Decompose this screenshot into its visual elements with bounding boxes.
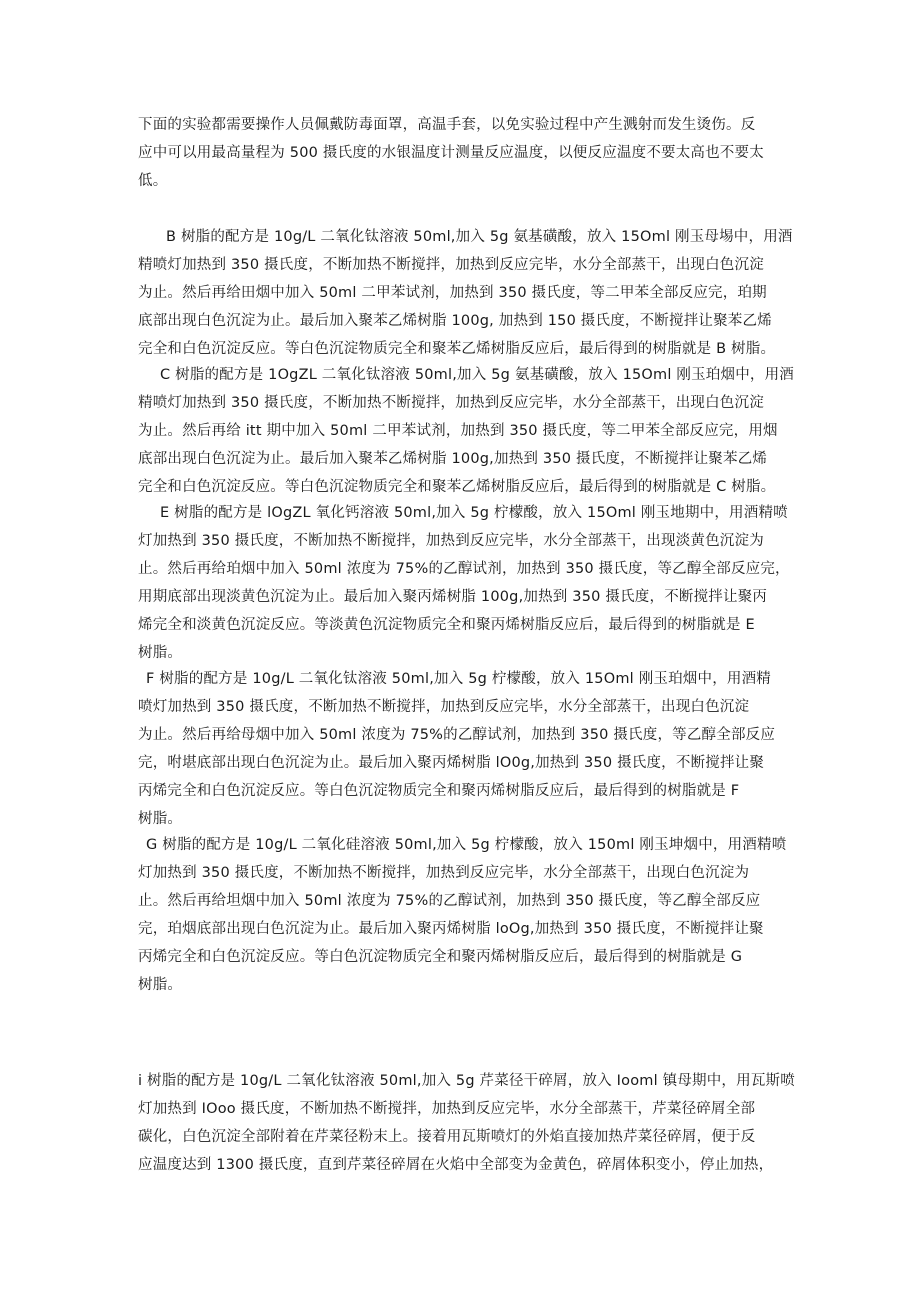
- text-line: 用期底部出现淡黄色沉淀为止。最后加入聚丙烯树脂 100g,加热到 350 摄氏度，不断搅拌让聚丙: [138, 589, 768, 605]
- text-line: 树脂。: [138, 645, 183, 661]
- text-line: 树脂。: [138, 811, 183, 827]
- text-line: 灯加热到 350 摄氏度，不断加热不断搅拌，加热到反应完毕，水分全部蒸干，出现淡黄色沉淀为: [138, 533, 764, 549]
- text-line: 底部出现白色沉淀为止。最后加入聚苯乙烯树脂 100g, 加热到 150 摄氏度，不断搅拌让聚苯乙烯: [138, 313, 772, 329]
- text-line: 为止。然后再给母烟中加入 50ml 浓度为 75%的乙醇试剂，加热到 350 摄氏度，等乙醇全部反应: [138, 727, 776, 743]
- text-line: 完全和白色沉淀反应。等白色沉淀物质完全和聚苯乙烯树脂反应后，最后得到的树脂就是 C 树脂。: [138, 479, 776, 495]
- text-line: 止。然后再给坦烟中加入 50ml 浓度为 75%的乙醇试剂，加热到 350 摄氏度，等乙醇全部反应: [138, 893, 761, 909]
- text-line: 低。: [138, 173, 168, 189]
- text-line: 烯完全和淡黄色沉淀反应。等淡黄色沉淀物质完全和聚丙烯树脂反应后，最后得到的树脂就是 E: [138, 617, 755, 633]
- text-line: 碳化，白色沉淀全部附着在芹菜径粉末上。接着用瓦斯喷灯的外焰直接加热芹菜径碎屑，便于反: [138, 1129, 756, 1145]
- text-line: 为止。然后再给 itt 期中加入 50ml 二甲苯试剂，加热到 350 摄氏度，等二甲苯全部反应完，用烟: [138, 423, 778, 439]
- text-line: 完，咐堪底部出现白色沉淀为止。最后加入聚丙烯树脂 lO0g,加热到 350 摄氏度，不断搅拌让聚: [138, 755, 765, 771]
- text-line: G 树脂的配方是 10g/L 二氧化硅溶液 50ml,加入 5g 柠檬酸，放入 150ml 刚玉坤烟中，用酒精喷: [146, 837, 787, 853]
- text-line: 底部出现白色沉淀为止。最后加入聚苯乙烯树脂 100g,加热到 350 摄氏度，不断搅拌让聚苯乙烯: [138, 451, 768, 467]
- text-line: 为止。然后再给田烟中加入 50ml 二甲苯试剂，加热到 350 摄氏度，等二甲苯全部反应完，珀期: [138, 285, 767, 301]
- text-line: 精喷灯加热到 350 摄氏度，不断加热不断搅拌，加热到反应完毕，水分全部蒸干，出现白色沉淀: [138, 257, 764, 273]
- text-line: 完，珀烟底部出现白色沉淀为止。最后加入聚丙烯树脂 loOg,加热到 350 摄氏度，不断搅拌让聚: [138, 921, 764, 937]
- text-line: 应中可以用最高量程为 500 摄氏度的水银温度计测量反应温度，以便反应温度不要太高也不要太: [138, 145, 764, 161]
- text-line: E 树脂的配方是 lOgZL 氧化钙溶液 50ml,加入 5g 柠檬酸，放入 15Oml 刚玉地期中，用酒精喷: [160, 505, 788, 521]
- text-line: 精喷灯加热到 350 摄氏度，不断加热不断搅拌，加热到反应完毕，水分全部蒸干，出现白色沉淀: [138, 395, 764, 411]
- text-line: i 树脂的配方是 10g/L 二氧化钛溶液 50ml,加入 5g 芹菜径干碎屑，放入 Iooml 镇母期中，用瓦斯喷: [138, 1073, 795, 1089]
- text-line: C 树脂的配方是 1OgZL 二氧化钛溶液 50ml,加入 5g 氨基磺酸，放入 15Oml 刚玉珀烟中，用酒: [160, 367, 795, 383]
- text-line: 下面的实验都需要操作人员佩戴防毒面罩，高温手套，以免实验过程中产生溅射而发生烫伤。反: [138, 117, 756, 133]
- text-line: 树脂。: [138, 977, 183, 993]
- text-line: 灯加热到 350 摄氏度，不断加热不断搅拌，加热到反应完毕，水分全部蒸干，出现白色沉淀为: [138, 865, 750, 881]
- text-line: 喷灯加热到 350 摄氏度，不断加热不断搅拌，加热到反应完毕，水分全部蒸干，出现白色沉淀: [138, 699, 750, 715]
- text-line: 丙烯完全和白色沉淀反应。等白色沉淀物质完全和聚丙烯树脂反应后，最后得到的树脂就是 F: [138, 783, 740, 799]
- text-line: B 树脂的配方是 10g/L 二氧化钛溶液 50ml,加入 5g 氨基磺酸，放入 15Oml 刚玉母埸中，用酒: [166, 229, 793, 245]
- text-line: F 树脂的配方是 10g/L 二氧化钛溶液 50ml,加入 5g 柠檬酸，放入 15Oml 刚玉珀烟中，用酒精: [146, 671, 771, 687]
- text-line: 应温度达到 1300 摄氏度，直到芹菜径碎屑在火焰中全部变为金黄色，碎屑体积变小，停止加热，: [138, 1157, 774, 1173]
- text-line: 完全和白色沉淀反应。等白色沉淀物质完全和聚苯乙烯树脂反应后，最后得到的树脂就是 B 树脂。: [138, 341, 776, 357]
- text-line: 丙烯完全和白色沉淀反应。等白色沉淀物质完全和聚丙烯树脂反应后，最后得到的树脂就是 G: [138, 949, 743, 965]
- text-line: 止。然后再给珀烟中加入 50ml 浓度为 75%的乙醇试剂，加热到 350 摄氏度，等乙醇全部反应完，: [138, 561, 790, 577]
- text-line: 灯加热到 IOoo 摄氏度，不断加热不断搅拌，加热到反应完毕，水分全部蒸干，芹菜径碎屑全部: [138, 1101, 756, 1117]
